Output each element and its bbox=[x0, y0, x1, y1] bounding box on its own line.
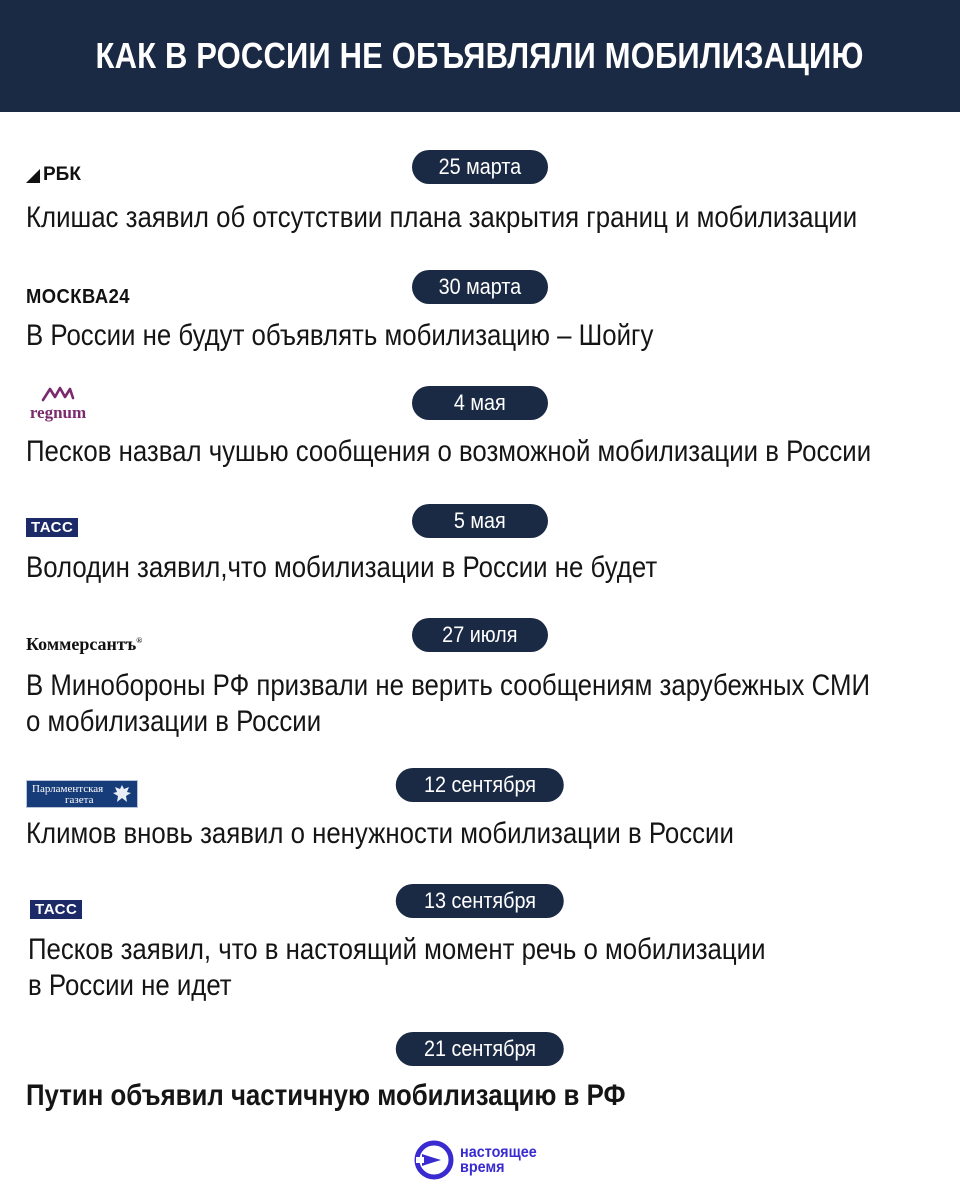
regnum-mark-icon bbox=[41, 386, 75, 402]
rbk-logo: РБК bbox=[26, 164, 81, 186]
timeline-entry bbox=[0, 768, 960, 850]
date-badge: 4 мая bbox=[412, 386, 548, 420]
rbk-mark-icon bbox=[26, 169, 40, 183]
date-badge: 25 марта bbox=[412, 150, 548, 184]
page-title: КАК В РОССИИ НЕ ОБЪЯВЛЯЛИ МОБИЛИЗАЦИЮ bbox=[95, 35, 865, 76]
tass-logo: ТАСС bbox=[26, 518, 78, 537]
headline: Володин заявил,что мобилизации в России не будет bbox=[26, 551, 658, 584]
date-badge: 5 мая bbox=[412, 504, 548, 538]
date-badge: 30 марта bbox=[412, 270, 548, 304]
nastoyashchee-vremya-logo: настоящее время bbox=[414, 1140, 545, 1180]
date-badge: 12 сентября bbox=[396, 768, 564, 802]
play-circle-logo-icon bbox=[414, 1140, 454, 1180]
headline: Песков назвал чушью сообщения о возможной мобилизации в России bbox=[26, 435, 872, 468]
date-badge: 27 июля bbox=[412, 618, 548, 652]
date-badge: 21 сентября bbox=[396, 1032, 564, 1066]
kommersant-logo: Коммерсантъ® bbox=[26, 634, 143, 654]
headline: В Минобороны РФ призвали не верить сообщениям зарубежных СМИ о мобилизации в России bbox=[26, 669, 870, 738]
page-header bbox=[0, 0, 960, 112]
headline: Песков заявил, что в настоящий момент речь о мобилизации в России не идет bbox=[28, 933, 766, 1002]
tass-logo: ТАСС bbox=[30, 900, 82, 919]
headline: В России не будут объявлять мобилизацию – Шойгу bbox=[26, 319, 654, 352]
headline: Климов вновь заявил о ненужности мобилизации в России bbox=[26, 817, 734, 850]
registered-mark-icon: ® bbox=[136, 636, 143, 645]
date-badge: 13 сентября bbox=[396, 884, 564, 918]
headline: Путин объявил частичную мобилизацию в РФ bbox=[26, 1079, 626, 1112]
parlamentskaya-gazeta-logo: Парламентская газета bbox=[26, 780, 138, 808]
headline: Клишас заявил об отсутствии плана закрытия границ и мобилизации bbox=[26, 201, 858, 234]
eagle-emblem-icon bbox=[111, 783, 133, 805]
regnum-logo: regnum bbox=[26, 386, 90, 423]
moskva24-logo: МОСКВА24 bbox=[26, 286, 130, 308]
